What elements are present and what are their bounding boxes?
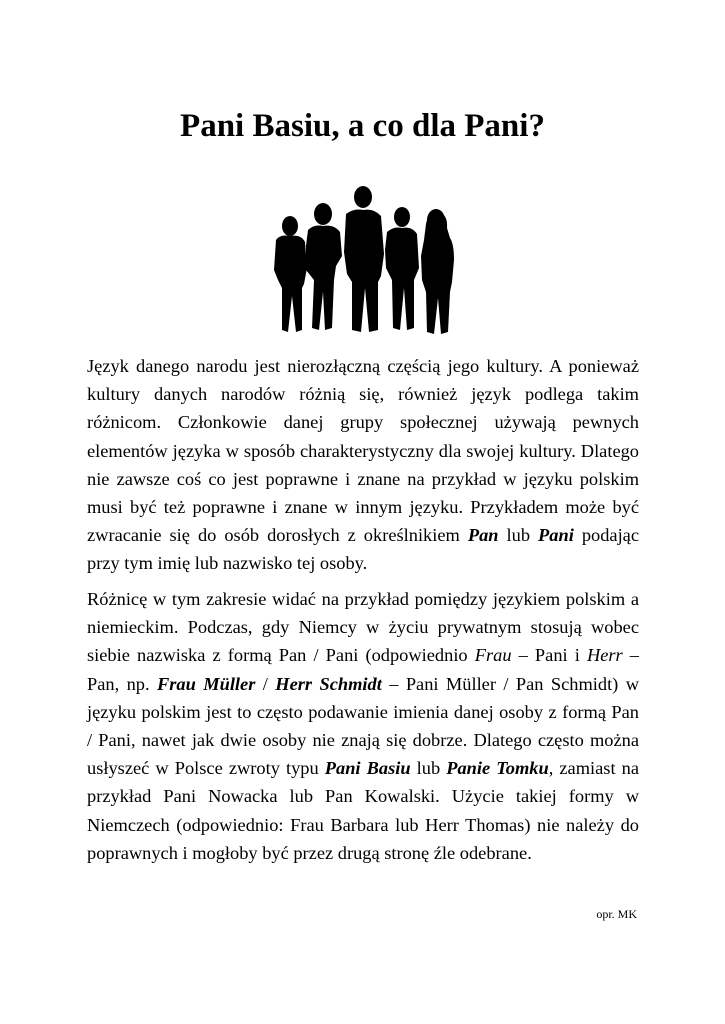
paragraph-1-text: podając przy tym imię lub nazwisko tej osoby. bbox=[87, 525, 640, 574]
paragraph-2-text: – Pani i bbox=[511, 645, 587, 666]
example-frau-mueller: Frau Müller bbox=[156, 673, 256, 694]
term-frau: Frau bbox=[474, 645, 512, 666]
example-pani-basiu: Pani Basiu bbox=[324, 758, 411, 779]
example-herr-schmidt: Herr Schmidt bbox=[275, 673, 382, 694]
term-herr: Herr bbox=[586, 645, 623, 666]
paragraph-2-text: – Pani Müller / Pan Schmidt) w języku polskim jest to często podawanie imienia danej osoby z formą Pan / Pani, nawet jak dwie osoby nie znają się dobrze. Dlatego często można usłyszeć w Polsce zwroty typu bbox=[87, 673, 639, 779]
document-title: Pani Basiu, a co dla Pani? bbox=[180, 108, 545, 144]
paragraph-2-text: Różnicę w tym zakresie widać na przykład pomiędzy językiem polskim a niemieckim. Podczas, gdy Niemcy w życiu prywatnym stosują wobec siebie nazwiska z formą Pan / Pani (odpowiednio bbox=[87, 589, 639, 666]
paragraph-1 bbox=[87, 352, 639, 578]
silhouette-person-2 bbox=[306, 203, 342, 330]
paragraph-1-text: lub bbox=[498, 525, 539, 546]
paragraph-2-text: – Pan, np. bbox=[87, 645, 639, 694]
people-silhouette-image bbox=[268, 184, 458, 336]
author-signature: opr. MK bbox=[596, 907, 637, 921]
silhouette-person-4 bbox=[385, 207, 419, 330]
silhouette-person-5 bbox=[421, 209, 454, 334]
paragraph-1-text: Język danego narodu jest nierozłączną częścią jego kultury. A ponieważ kultury danych narodów różnią się, również język podlega takim różnicom. Członkowie danej grupy społecznej używają pewnych elementów języka w sposób charakterystyczny dla swojej kultury. Dlatego nie zawsze coś co jest poprawne i znane na przykład w języku polskim musi być też poprawne i znane w innym języku. Przykładem może być zwracanie się do osób dorosłych z określnikiem bbox=[87, 356, 639, 546]
term-pani: Pani bbox=[538, 525, 574, 546]
paragraph-2 bbox=[87, 585, 639, 867]
example-panie-tomku: Panie Tomku bbox=[446, 758, 549, 779]
paragraph-2-text: / bbox=[255, 673, 276, 694]
silhouette-person-1 bbox=[274, 216, 307, 332]
paragraph-2-text: , zamiast na przykład Pani Nowacka lub Pan Kowalski. Użycie takiej formy w Niemczech (odpowiednio: Frau Barbara lub Herr Thomas) nie należy do poprawnych i mogłoby być przez drugą stronę źle odebrane. bbox=[87, 758, 639, 863]
silhouette-person-3 bbox=[344, 186, 384, 332]
paragraph-2-text: lub bbox=[410, 758, 447, 779]
term-pan: Pan bbox=[467, 525, 499, 546]
